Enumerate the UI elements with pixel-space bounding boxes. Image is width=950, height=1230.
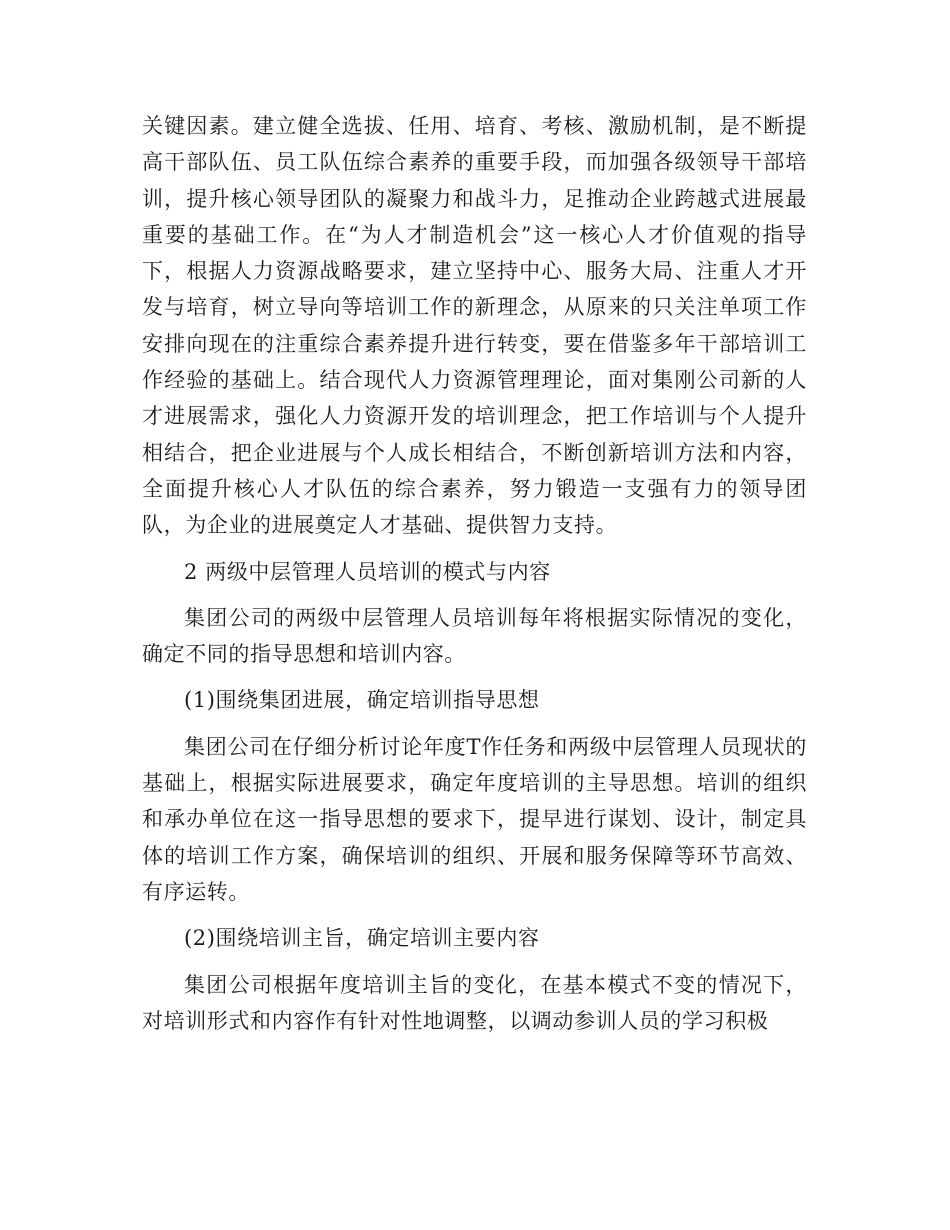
body-paragraph: 集团公司的两级中层管理人员培训每年将根据实际情况的变化，确定不同的指导思想和培训内容。 — [142, 605, 807, 667]
body-paragraph: 集团公司根据年度培训主旨的变化，在基本模式不变的情况下，对培训形式和内容作有针对性地调整，以调动参训人员的学习积极 — [142, 972, 807, 1033]
document-body — [142, 108, 807, 1039]
body-paragraph: 集团公司在仔细分析讨论年度T作任务和两级中层管理人员现状的基础上，根据实际进展要求，确定年度培训的主导思想。培训的组织和承办单位在这一指导思想的要求下，提早进行谋划、设计，制定具体的培训工作方案，确保培训的组织、开展和服务保障等环节高效、有序运转。 — [142, 734, 807, 904]
section-heading: 2 两级中层管理人员培训的模式与内容 — [184, 559, 551, 584]
body-paragraph: 关键因素。建立健全选拔、任用、培育、考核、激励机制，是不断提高干部队伍、员工队伍综合素养的重要手段，而加强各级领导干部培训，提升核心领导团队的凝聚力和战斗力，足推动企业跨越式进展最重要的基础工作。在“为人才制造机会”这一核心人才价值观的指导下，根据人力资源战略要求，建立坚持中心、服务大局、注重人才开发与培育，树立导向等培训工作的新理念，从原来的只关注单项工作安排向现在的注重综合素养提升进行转变，要在借鉴多年干部培训工作经验的基础上。结合现代人力资源管理理论，面对集刚公司新的人才进展需求，强化人力资源开发的培训理念，把工作培训与个人提升相结合，把企业进展与个人成长相结合，不断创新培训方法和内容，全面提升核心人才队伍的综合素养，努力锻造一支强有力的领导团队，为企业的进展奠定人才基础、提供智力支持。 — [142, 114, 807, 538]
subsection-heading: (2)围绕培训主旨，确定培训主要内容 — [184, 926, 540, 951]
subsection-heading: (1)围绕集团进展，确定培训指导思想 — [184, 688, 540, 713]
